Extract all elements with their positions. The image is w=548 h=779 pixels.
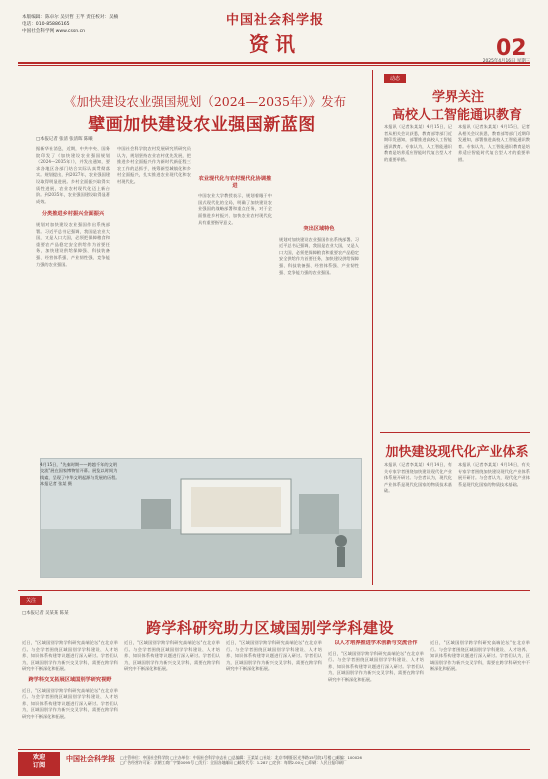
lead-article-column-1 [36,146,110,456]
section-tag-focus: 关注 [20,596,42,605]
page-number: 02 [496,36,527,61]
bottom-article-text-2: 近日，"区域国别学跨学科研究高端论坛"在北京举行。与会学者围绕区域国别学学科建设、人才培养、知识体系构建等议题进行深入研讨。学者们认为，区域国别学作为新兴交叉学科，需要在跨学科研究中不断深化和拓展。 [124,640,220,672]
right-article2-text-2: 本报讯（记者李某某）4月14日，有关专家学者围绕加快建设现代化产业体系展开研讨。与会者认为，现代化产业体系是现代化国家的物质技术基础。 [458,462,530,487]
right-article-column-2 [458,124,530,424]
bottom-article-rule [18,590,530,591]
lead-article-subhead-2: 农业现代化与农村现代化协调推进 [198,176,272,189]
bottom-article-subhead-1: 跨学科交叉拓展区域国别学研究视野 [28,676,112,683]
right-article-text-1: 本报讯（记者朱某某）4月15日，记者从相关会议获悉，教育部等部门近期印发通知，部署推进高校人工智能通识教育。专家认为，人工智能通识教育是培养适应智能时代复合型人才的重要举措。 [384,124,452,162]
bottom-article-byline: □本报记者 吴某某 陈某 [22,611,69,616]
masthead-website-line: 中国社会科学网 www.cssn.cn [22,29,86,34]
masthead-editor-line: 本版编辑：陈卓尔 吴贝哲 王芊 责任校对：吴楠 [22,15,119,20]
bottom-article-text-4: 近日，"区域国别学跨学科研究高端论坛"在北京举行。与会学者围绕区域国别学学科建设、人才培养、知识体系构建等议题进行深入研讨。学者们认为，区域国别学作为新兴交叉学科，需要在跨学科研究中不断深化和拓展。 [328,650,424,682]
column-divider [372,70,373,585]
footer-info-line1: □主管单位：中国社会科学院 □主办单位：中国社会科学杂志社 □总编辑：王某某 □社址：北京市朝阳区光华路15号院1号楼 □邮编：100026 [120,755,362,760]
subscribe-badge-line2: 订阅 [32,762,46,769]
lead-article-col1-text: 据新华社消息，近期，中共中央、国务院印发了《加快建设农业强国规划（2024—2035年）》，并发出通知，要求各地区各部门结合实际认真贯彻落实。规划提出，到2027年，农业强国建设取得明显进展。乡村全面振兴取得实质性进展，农业农村现代化迈上新台阶。到2035年，农业强国建设取得显著成效。 [36,146,110,204]
lead-article-col2-text: 规划对加快建设农业强国作出系统部署。习近平总书记强调，我国是农业大国，又是人口大国，必须把保障粮食和重要农产品稳定安全供给作为首要任务，加快建设供给保障强、科技装备强、经营体系强、产业韧性强、竞争能力强的农业强国。 [36,221,110,267]
bottom-article-subhead-2: 以人才培养推进学术创新与交流合作 [334,640,418,646]
masthead-phone-line: 电话：010-85886165 [22,22,70,27]
footer-info-line2: □广告经营许可证：京朝工商广字第0095号 □发行：全国各地邮局 □邮发代号：1-287 □定价：每期2.00元 □印刷：人民日报印刷厂 [120,760,347,766]
subscribe-badge-line1: 欢迎 [32,754,46,761]
bottom-article-text-1: 近日，"区域国别学跨学科研究高端论坛"在北京举行。与会学者围绕区域国别学学科建设、人才培养、知识体系构建等议题进行深入研讨。学者们认为，区域国别学作为新兴交叉学科，需要在跨学科研究中不断深化和拓展。 [22,640,118,672]
photo-caption: 4月15日，"先秦时期——跨越千年的文明交流"展在国家博物馆开幕。展览以时间为线索，呈现了中华文明起源与发展的历程。本报记者 张某 摄 [40,462,120,487]
lead-article-title: 擘画加快建设农业强国新蓝图 [88,115,316,135]
right-article2-title: 加快建设现代化产业体系 [385,445,529,460]
bottom-article-column-2 [124,640,220,746]
footer-publication-info [120,755,530,766]
right-article-title-line2: 高校人工智能通识教育 [391,108,522,123]
bottom-article-text-5: 近日，"区域国别学跨学科研究高端论坛"在北京举行。与会学者围绕区域国别学学科建设、人才培养、知识体系构建等议题进行深入研讨。学者们认为，区域国别学作为新兴交叉学科，需要在跨学科研究中不断深化和拓展。 [430,640,530,672]
masthead-rule-thin [18,65,530,66]
footer-rule [18,749,530,750]
bottom-article-text-3: 近日，"区域国别学跨学科研究高端论坛"在北京举行。与会学者围绕区域国别学学科建设、人才培养、知识体系构建等议题进行深入研讨。学者们认为，区域国别学作为新兴交叉学科，需要在跨学科研究中不断深化和拓展。 [226,640,322,672]
right-article-title-line1: 学界关注 [431,90,484,105]
right-article2-column-1 [384,462,452,582]
lead-article-col3-text: 中国社会科学院农村发展研究所研究员认为，规划坚持农业农村优先发展，把推进乡村全面振兴作为新时代新征程三农工作的总抓手，统筹新型城镇化和乡村全面振兴，扎实推进农业现代化和农村现代化。 [117,146,191,184]
section-title: 资讯 [249,32,301,56]
lead-article-column-4 [279,146,359,456]
lead-article-subhead-3: 突出区域特色 [303,226,335,232]
right-article2-column-2 [458,462,530,582]
lead-article-column-2 [117,146,191,456]
section-tag-news: 动态 [384,74,406,83]
right-article-text-2: 本报讯（记者朱某某）4月15日，记者从相关会议获悉，教育部等部门近期印发通知，部署推进高校人工智能通识教育。专家认为，人工智能通识教育是培养适应智能时代复合型人才的重要举措。 [458,124,530,162]
right-article2-text-1: 本报讯（记者李某某）4月14日，有关专家学者围绕加快建设现代化产业体系展开研讨。与会者认为，现代化产业体系是现代化国家的物质技术基础。 [384,462,452,494]
bottom-article-title: 跨学科研究助力区域国别学学科建设 [145,619,394,637]
bottom-article-text-1b: 近日，"区域国别学跨学科研究高端论坛"在北京举行。与会学者围绕区域国别学学科建设、人才培养、知识体系构建等议题进行深入研讨。学者们认为，区域国别学作为新兴交叉学科，需要在跨学科研究中不断深化和拓展。 [22,687,118,719]
lead-article-subhead-1: 分类推进乡村振兴全面振兴 [41,211,105,218]
lead-article-kicker: 《加快建设农业强国规划（2024—2035年）》发布 [63,94,347,109]
masthead-rule [18,62,530,64]
footer-newspaper-name: 中国社会科学报 [66,754,115,763]
bottom-article-column-4 [328,640,424,746]
lead-article-byline: □本报记者 张清 张清晖 陈曦 [36,137,93,142]
lead-article-col4b-text: 规划对加快建设农业强国作出系统部署。习近平总书记强调，我国是农业大国，又是人口大国，必须把保障粮食和重要农产品稳定安全供给作为首要任务，加快建设供给保障强、科技装备强、经营体系强、产业韧性强、竞争能力强的农业强国。 [279,236,359,275]
newspaper-brand: 中国社会科学报 [225,13,324,28]
bottom-article-column-5 [430,640,530,746]
right-article-separator [380,432,530,433]
bottom-article-column-1 [22,640,118,746]
lead-article-column-3 [198,146,272,456]
subscribe-badge [18,752,60,776]
right-article-column-1 [384,124,452,424]
lead-article-col4-text: 中国农业大学教授表示，规划着眼于中国式现代化的全局，明确了加快建设农业强国的战略部署和重点任务，对于全面推进乡村振兴、加快农业农村现代化具有重要指导意义。 [198,193,272,225]
bottom-article-column-3 [226,640,322,746]
masthead-editors [22,14,172,35]
